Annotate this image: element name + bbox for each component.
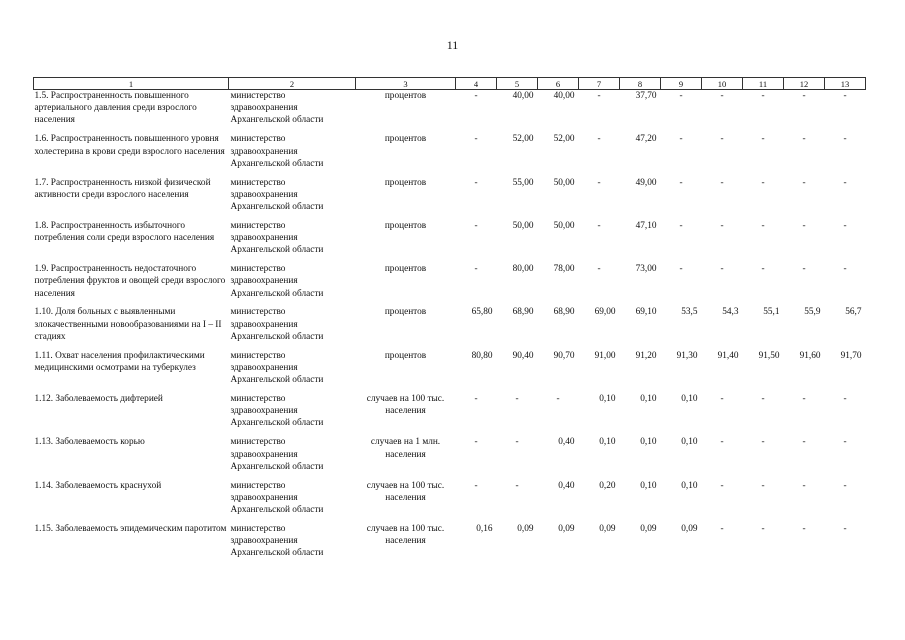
value-cell: - [679,264,683,275]
column-header: 7 [579,78,620,90]
department-cell: министерство здравоохранения Архангельской области [230,91,324,126]
table-row [34,177,866,220]
department-cell: министерство здравоохранения Архангельской области [230,437,324,472]
indicator-name-cell: 1.6. Распространенность повышенного уровня холестерина в крови среди взрослого населения [34,134,225,157]
value-cell: 0,10 [640,394,657,405]
value-cell: 56,7 [845,307,862,318]
value-cell: - [597,220,601,231]
value-cell: - [843,394,847,405]
value-cell: 91,40 [717,350,739,361]
value-cell: - [474,220,478,231]
value-cell: 90,70 [553,350,575,361]
value-cell: 52,00 [553,134,575,145]
value-cell: - [843,437,847,448]
unit-cell: случаев на 100 тыс. населения [366,394,445,417]
department-cell: министерство здравоохранения Архангельской области [230,177,324,212]
indicator-name-cell: 1.10. Доля больных с выявленными злокачественными новообразованиями на I – II стадиях [34,307,222,342]
value-cell: 37,70 [635,91,657,101]
unit-cell: процентов [384,220,427,231]
indicator-name-cell: 1.13. Заболеваемость корью [34,437,145,448]
value-cell: - [761,91,765,101]
value-cell: 91,60 [799,350,821,361]
unit-cell: процентов [384,307,427,318]
indicator-name-cell: 1.12. Заболеваемость дифтерией [34,394,163,405]
value-cell: - [761,394,765,405]
table-row [34,523,866,566]
value-cell: 91,70 [840,350,862,361]
value-cell: - [515,437,519,448]
value-cell: - [474,264,478,275]
value-cell: 91,20 [635,350,657,361]
value-cell: - [679,134,683,145]
value-cell: 55,00 [512,177,534,188]
value-cell: 0,09 [558,523,575,534]
value-cell: - [720,134,724,145]
value-cell: - [761,134,765,145]
value-cell: 50,00 [553,220,575,231]
value-cell: - [474,134,478,145]
column-header: 2 [229,78,356,90]
table-header-row [34,78,866,90]
value-cell: - [720,91,724,101]
value-cell: 91,30 [676,350,698,361]
department-cell: министерство здравоохранения Архангельской области [230,523,324,559]
value-cell: - [720,523,724,534]
value-cell: 0,16 [476,523,493,534]
value-cell: - [556,394,560,405]
value-cell: 0,10 [640,437,657,448]
indicator-name-cell: 1.8. Распространенность избыточного потребления соли среди взрослого населения [34,220,215,244]
value-cell: - [843,134,847,145]
value-cell: 47,20 [635,134,657,145]
value-cell: 0,09 [640,523,657,534]
column-header: 5 [497,78,538,90]
indicator-name-cell: 1.15. Заболеваемость эпидемическим паротитом [34,523,227,534]
value-cell: 69,00 [594,307,616,318]
value-cell: 0,10 [599,437,616,448]
table-row [34,263,866,306]
unit-cell: процентов [384,350,427,361]
value-cell: - [720,264,724,275]
table-row [34,480,866,523]
column-header: 4 [456,78,497,90]
value-cell: 0,10 [640,480,657,491]
unit-cell: процентов [384,264,427,275]
department-cell: министерство здравоохранения Архангельской области [230,350,324,386]
value-cell: 80,00 [512,264,534,275]
value-cell: - [720,480,724,491]
value-cell: - [843,220,847,231]
value-cell: 50,00 [512,220,534,231]
value-cell: - [515,394,519,405]
value-cell: 0,09 [517,523,534,534]
value-cell: 0,10 [681,480,698,491]
unit-cell: случаев на 100 тыс. населения [366,523,445,547]
value-cell: 68,90 [512,307,534,318]
value-cell: 0,10 [599,394,616,405]
column-header: 8 [620,78,661,90]
value-cell: - [679,177,683,188]
value-cell: - [843,177,847,188]
column-header: 10 [702,78,743,90]
value-cell: - [720,177,724,188]
value-cell: - [474,480,478,491]
value-cell: - [720,394,724,405]
value-cell: - [802,91,806,101]
value-cell: 0,40 [558,480,575,491]
value-cell: - [802,264,806,275]
column-header: 12 [784,78,825,90]
value-cell: - [761,523,765,534]
value-cell: 65,80 [471,307,493,318]
value-cell: - [761,480,765,491]
unit-cell: случаев на 100 тыс. населения [366,480,445,503]
value-cell: 80,80 [471,350,493,361]
value-cell: - [474,91,478,101]
value-cell: 0,09 [681,523,698,534]
value-cell: 91,50 [758,350,780,361]
value-cell: 0,40 [558,437,575,448]
department-cell: министерство здравоохранения Архангельской области [230,134,324,169]
indicator-name-cell: 1.9. Распространенность недостаточного потребления фруктов и овощей среди взрослого населения [34,264,226,299]
value-cell: - [761,437,765,448]
value-cell: 47,10 [635,220,657,231]
value-cell: - [720,437,724,448]
value-cell: - [843,264,847,275]
value-cell: 49,00 [635,177,657,188]
value-cell: 53,5 [681,307,698,318]
department-cell: министерство здравоохранения Архангельской области [230,307,324,342]
value-cell: 55,9 [804,307,821,318]
indicators-table [33,77,866,566]
table-row [34,133,866,176]
value-cell: - [597,264,601,275]
indicator-name-cell: 1.11. Охват населения профилактическими медицинскими осмотрами на туберкулез [34,350,205,373]
department-cell: министерство здравоохранения Архангельской области [230,264,324,299]
value-cell: - [802,523,806,534]
value-cell: 0,10 [681,394,698,405]
value-cell: - [515,480,519,491]
value-cell: - [802,134,806,145]
indicator-name-cell: 1.14. Заболеваемость краснухой [34,480,162,491]
value-cell: 0,10 [681,437,698,448]
unit-cell: процентов [384,134,427,145]
value-cell: - [474,177,478,188]
column-header: 3 [356,78,456,90]
value-cell: - [802,220,806,231]
value-cell: 54,3 [722,307,739,318]
table-row [34,220,866,263]
value-cell: - [802,437,806,448]
value-cell: 69,10 [635,307,657,318]
unit-cell: случаев на 1 млн. населения [370,437,441,460]
unit-cell: процентов [384,177,427,188]
value-cell: - [761,177,765,188]
table-row [34,393,866,436]
value-cell: 50,00 [553,177,575,188]
table-row [34,350,866,393]
value-cell: - [802,394,806,405]
value-cell: 0,09 [599,523,616,534]
value-cell: - [843,480,847,491]
value-cell: - [761,220,765,231]
value-cell: - [843,91,847,101]
value-cell: 52,00 [512,134,534,145]
unit-cell: процентов [384,91,427,101]
indicator-name-cell: 1.7. Распространенность низкой физической активности среди взрослого населения [34,177,211,200]
page-number: 11 [446,38,459,52]
value-cell: 78,00 [553,264,575,275]
department-cell: министерство здравоохранения Архангельской области [230,394,324,429]
value-cell: 91,00 [594,350,616,361]
table-row [34,90,866,134]
value-cell: 90,40 [512,350,534,361]
table-row [34,436,866,479]
value-cell: - [843,523,847,534]
indicator-name-cell: 1.5. Распространенность повышенного артериального давления среди взрослого населения [34,91,197,126]
value-cell: - [597,177,601,188]
value-cell: 0,20 [599,480,616,491]
value-cell: - [474,394,478,405]
value-cell: - [802,480,806,491]
value-cell: 40,00 [553,91,575,101]
value-cell: 55,1 [763,307,780,318]
value-cell: - [802,177,806,188]
value-cell: - [720,220,724,231]
column-header: 11 [743,78,784,90]
value-cell: - [597,91,601,101]
value-cell: - [679,91,683,101]
department-cell: министерство здравоохранения Архангельской области [230,220,324,256]
value-cell: - [474,437,478,448]
value-cell: 73,00 [635,264,657,275]
column-header: 9 [661,78,702,90]
value-cell: - [679,220,683,231]
table-row [34,306,866,349]
department-cell: министерство здравоохранения Архангельской области [230,480,324,516]
column-header: 1 [34,78,229,90]
value-cell: 40,00 [512,91,534,101]
value-cell: - [597,134,601,145]
value-cell: 68,90 [553,307,575,318]
column-header: 13 [825,78,866,90]
value-cell: - [761,264,765,275]
column-header: 6 [538,78,579,90]
